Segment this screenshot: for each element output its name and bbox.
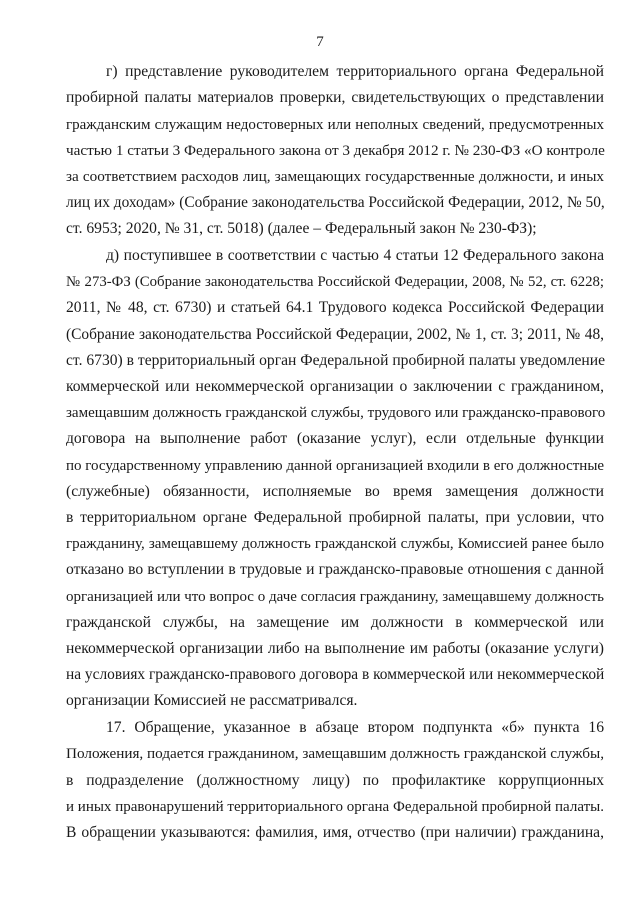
- text-line: гражданину, замещавшему должность гражданской службы, Комиссией ранее было: [66, 536, 604, 552]
- text-line: (служебные) обязанности, исполняемые во время замещения должности: [66, 483, 604, 500]
- text-line: за соответствием расходов лиц, замещающих государственные должности, и иных: [66, 168, 604, 185]
- text-line: гражданским служащим недостоверных или неполных сведений, предусмотренных: [66, 117, 604, 133]
- text-line: ст. 6953; 2020, № 31, ст. 5018) (далее – Федеральный закон № 230-ФЗ);: [66, 220, 537, 237]
- text-line: на условиях гражданско-правового договора в коммерческой или некоммерческой: [66, 666, 605, 683]
- text-line: замещавшим должность гражданской службы, трудового или гражданско-правового: [66, 405, 606, 421]
- text-line: 17. Обращение, указанное в абзаце втором подпункта «б» пункта 16: [106, 719, 604, 736]
- text-line: некоммерческой организации либо на выполнение им работы (оказание услуги): [66, 640, 604, 657]
- text-line: В обращении указываются: фамилия, имя, отчество (при наличии) гражданина,: [66, 824, 604, 841]
- text-line: организацией или что вопрос о даче согласия гражданину, замещавшему должность: [66, 589, 604, 605]
- text-line: по государственному управлению данной организацией входили в его должностные: [66, 458, 605, 474]
- text-line: 2011, № 48, ст. 6730) и статьей 64.1 Трудового кодекса Российской Федерации: [66, 299, 604, 316]
- text-line: договора на выполнение работ (оказание услуг), если отдельные функции: [66, 430, 604, 447]
- text-line: организации Комиссией не рассматривался.: [66, 692, 358, 709]
- text-line: Положения, подается гражданином, замещавшим должность гражданской службы,: [66, 745, 604, 762]
- text-line: лиц их доходам» (Собрание законодательства Российской Федерации, 2012, № 50,: [66, 194, 605, 211]
- page-number: 7: [316, 34, 324, 50]
- text-line: отказано во вступлении в трудовые и гражданско-правовые отношения с данной: [66, 561, 604, 578]
- text-line: (Собрание законодательства Российской Федерации, 2002, № 1, ст. 3; 2011, № 48,: [66, 326, 604, 343]
- text-line: пробирной палаты материалов проверки, свидетельствующих о представлении: [66, 89, 604, 106]
- text-line: № 273-ФЗ (Собрание законодательства Российской Федерации, 2008, № 52, ст. 6228;: [66, 274, 604, 290]
- text-line: и иных правонарушений территориального органа Федеральной пробирной палаты.: [66, 799, 604, 815]
- text-line: в территориальном органе Федеральной пробирной палаты, при условии, что: [66, 509, 604, 526]
- text-line: ст. 6730) в территориальный орган Федеральной пробирной палаты уведомление: [66, 352, 606, 369]
- text-line: частью 1 статьи 3 Федерального закона от 3 декабря 2012 г. № 230-ФЗ «О контроле: [66, 142, 605, 159]
- text-line: в подразделение (должностному лицу) по профилактике коррупционных: [66, 772, 604, 789]
- text-line: коммерческой или некоммерческой организации о заключении с гражданином,: [66, 378, 604, 395]
- text-line: д) поступившее в соответствии с частью 4 статьи 12 Федерального закона: [106, 247, 604, 264]
- text-line: гражданской службы, на замещение им должности в коммерческой или: [66, 614, 604, 631]
- text-line: г) представление руководителем территориального органа Федеральной: [106, 63, 604, 80]
